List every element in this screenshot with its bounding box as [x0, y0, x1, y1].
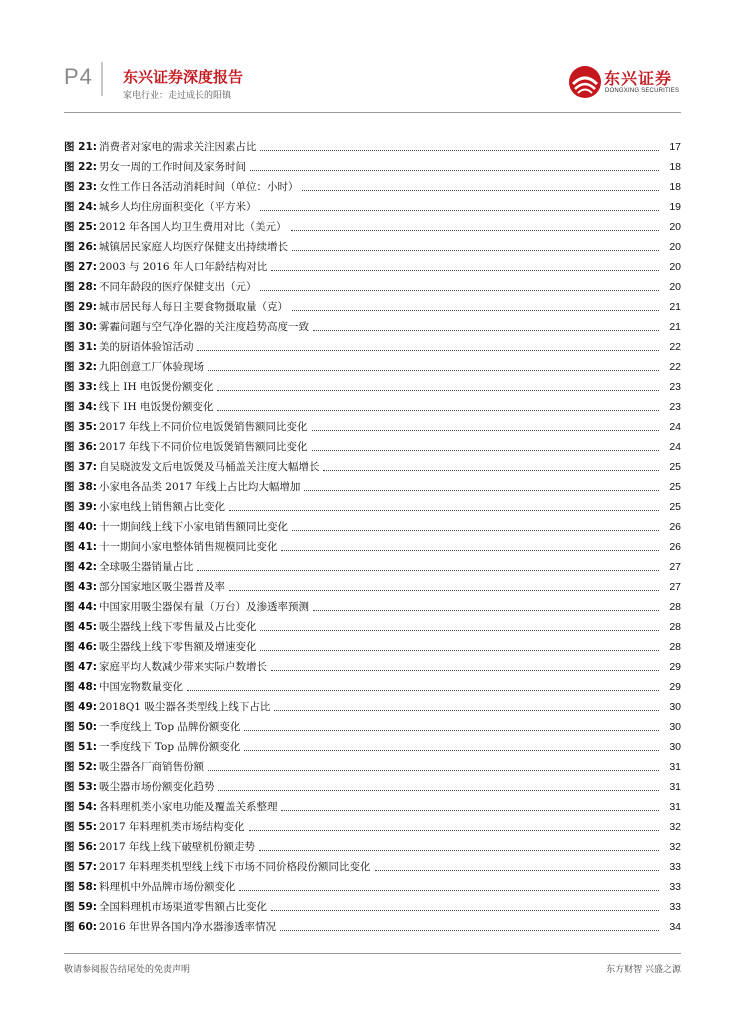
toc-entry-label: 图 30:: [64, 321, 97, 333]
toc-entry-label: 图 57:: [64, 861, 97, 873]
toc-dot-leader: [208, 369, 659, 371]
toc-entry-page: 31: [669, 801, 681, 813]
toc-entry[interactable]: [64, 734, 681, 754]
toc-entry-page: 28: [669, 601, 681, 613]
toc-entry[interactable]: [64, 234, 681, 254]
toc-dot-leader: [259, 849, 659, 851]
toc-entry[interactable]: [64, 454, 681, 474]
toc-entry-label: 图 32:: [64, 361, 97, 373]
toc-entry-page: 20: [669, 281, 681, 293]
logo-mark-icon: [567, 64, 603, 100]
toc-entry-page: 30: [669, 741, 681, 753]
toc-entry-title: 吸尘器线上线下零售量及占比变化: [98, 621, 257, 633]
toc-dot-leader: [217, 409, 659, 411]
toc-entry-page: 29: [669, 661, 681, 673]
toc-dot-leader: [260, 629, 659, 631]
page-number: P4: [64, 64, 93, 89]
toc-entry-page: 25: [669, 481, 681, 493]
toc-entry-label: 图 28:: [64, 281, 97, 293]
toc-entry-label: 图 40:: [64, 521, 97, 533]
toc-dot-leader: [313, 609, 659, 611]
toc-entry[interactable]: [64, 534, 681, 554]
toc-entry[interactable]: [64, 634, 681, 654]
toc-entry-title: 雾霾问题与空气净化器的关注度趋势高度一致: [98, 321, 309, 333]
toc-entry-label: 图 22:: [64, 161, 97, 173]
toc-entry-page: 34: [669, 921, 681, 933]
toc-entry-label: 图 25:: [64, 221, 97, 233]
toc-entry[interactable]: [64, 514, 681, 534]
toc-entry-page: 30: [669, 701, 681, 713]
toc-dot-leader: [281, 549, 659, 551]
toc-dot-leader: [292, 309, 659, 311]
toc-entry-label: 图 36:: [64, 441, 97, 453]
toc-entry-label: 图 38:: [64, 481, 97, 493]
toc-entry-label: 图 44:: [64, 601, 97, 613]
toc-entry-title: 2018Q1 吸尘器各类型线上线下占比: [98, 701, 271, 713]
toc-entry[interactable]: [64, 134, 681, 154]
toc-entry-label: 图 21:: [64, 141, 97, 153]
toc-entry-title: 十一期间线上线下小家电销售额同比变化: [98, 521, 288, 533]
toc-entry-title: 2017 年料理类机型线上线下市场不同价格段份额同比变化: [98, 861, 371, 873]
toc-entry[interactable]: [64, 434, 681, 454]
toc-entry-title: 部分国家地区吸尘器普及率: [98, 581, 225, 593]
toc-entry-page: 27: [669, 561, 681, 573]
toc-entry-title: 自吴晓波发文后电饭煲及马桶盖关注度大幅增长: [98, 461, 320, 473]
toc-entry-label: 图 45:: [64, 621, 97, 633]
toc-entry-page: 25: [669, 501, 681, 513]
toc-entry[interactable]: [64, 334, 681, 354]
footer-rule: [64, 953, 681, 954]
toc-dot-leader: [197, 569, 659, 571]
toc-entry-page: 28: [669, 641, 681, 653]
toc-entry[interactable]: [64, 854, 681, 874]
toc-entry-page: 33: [669, 901, 681, 913]
toc-dot-leader: [260, 149, 659, 151]
toc-entry[interactable]: [64, 354, 681, 374]
toc-entry-page: 28: [669, 621, 681, 633]
toc-entry-label: 图 34:: [64, 401, 97, 413]
toc-entry-title: 2017 年线上不同价位电饭煲销售额同比变化: [98, 421, 308, 433]
toc-entry-title: 家庭平均人数减少带来实际户数增长: [98, 661, 267, 673]
toc-entry-page: 23: [669, 381, 681, 393]
toc-entry[interactable]: [64, 614, 681, 634]
toc-entry-page: 33: [669, 861, 681, 873]
toc-entry[interactable]: [64, 294, 681, 314]
toc-entry-page: 20: [669, 261, 681, 273]
logo-text-cn: 东兴证券: [604, 69, 673, 88]
toc-dot-leader: [229, 589, 659, 591]
toc-entry[interactable]: [64, 754, 681, 774]
toc-entry-label: 图 48:: [64, 681, 97, 693]
toc-entry-label: 图 35:: [64, 421, 97, 433]
toc-entry-page: 31: [669, 781, 681, 793]
company-logo: [567, 62, 687, 102]
footer-slogan: 东方财智 兴盛之源: [606, 965, 681, 975]
toc-entry-label: 图 50:: [64, 721, 97, 733]
toc-entry-page: 27: [669, 581, 681, 593]
toc-entry-page: 22: [669, 341, 681, 353]
toc-entry[interactable]: [64, 154, 681, 174]
toc-entry-page: 26: [669, 521, 681, 533]
toc-dot-leader: [244, 749, 659, 751]
toc-dot-leader: [229, 509, 659, 511]
toc-entry-label: 图 39:: [64, 501, 97, 513]
toc-entry[interactable]: [64, 194, 681, 214]
toc-entry-label: 图 58:: [64, 881, 97, 893]
toc-entry-page: 33: [669, 881, 681, 893]
toc-entry-label: 图 56:: [64, 841, 97, 853]
toc-dot-leader: [312, 429, 659, 431]
toc-entry-page: 32: [669, 841, 681, 853]
toc-entry-title: 美的厨语体验馆活动: [98, 341, 194, 353]
toc-entry-title: 女性工作日各活动消耗时间（单位：小时）: [98, 181, 299, 193]
toc-entry-label: 图 27:: [64, 261, 97, 273]
header-divider: [101, 62, 103, 96]
toc-entry-page: 24: [669, 421, 681, 433]
toc-entry-label: 图 43:: [64, 581, 97, 593]
toc-entry-page: 18: [669, 161, 681, 173]
toc-entry-label: 图 47:: [64, 661, 97, 673]
toc-dot-leader: [313, 329, 659, 331]
toc-dot-leader: [250, 169, 659, 171]
toc-entry-title: 中国宠物数量变化: [98, 681, 183, 693]
toc-entry-page: 22: [669, 361, 681, 373]
toc-entry[interactable]: [64, 314, 681, 334]
toc-entry-title: 吸尘器各厂商销售份额: [98, 761, 204, 773]
toc-entry-label: 图 33:: [64, 381, 97, 393]
toc-dot-leader: [302, 189, 659, 191]
toc-entry[interactable]: [64, 874, 681, 894]
toc-entry[interactable]: [64, 554, 681, 574]
toc-entry-label: 图 59:: [64, 901, 97, 913]
toc-entry-label: 图 53:: [64, 781, 97, 793]
toc-dot-leader: [260, 209, 659, 211]
toc-entry[interactable]: [64, 274, 681, 294]
toc-dot-leader: [218, 789, 659, 791]
toc-entry[interactable]: [64, 794, 681, 814]
toc-dot-leader: [244, 729, 659, 731]
toc-entry-label: 图 37:: [64, 461, 97, 473]
toc-entry-page: 23: [669, 401, 681, 413]
toc-entry[interactable]: [64, 714, 681, 734]
toc-entry-title: 2017 年线下不同价位电饭煲销售额同比变化: [98, 441, 308, 453]
toc-entry-label: 图 26:: [64, 241, 97, 253]
toc-entry[interactable]: [64, 594, 681, 614]
toc-entry[interactable]: [64, 414, 681, 434]
toc-dot-leader: [260, 649, 659, 651]
toc-entry[interactable]: [64, 254, 681, 274]
toc-entry-label: 图 60:: [64, 921, 97, 933]
toc-entry[interactable]: [64, 774, 681, 794]
toc-entry-title: 中国家用吸尘器保有量（万台）及渗透率预测: [98, 601, 309, 613]
toc-entry[interactable]: [64, 674, 681, 694]
toc-entry[interactable]: [64, 494, 681, 514]
toc-dot-leader: [260, 289, 659, 291]
toc-entry-label: 图 42:: [64, 561, 97, 573]
toc-entry-page: 18: [669, 181, 681, 193]
toc-entry-title: 消费者对家电的需求关注因素占比: [98, 141, 257, 153]
toc-entry-title: 九阳创意工厂体验现场: [98, 361, 204, 373]
toc-entry-page: 31: [669, 761, 681, 773]
toc-entry[interactable]: [64, 174, 681, 194]
toc-entry[interactable]: [64, 694, 681, 714]
toc-entry[interactable]: [64, 654, 681, 674]
toc-entry-label: 图 24:: [64, 201, 97, 213]
toc-entry-title: 城乡人均住房面积变化（平方米）: [98, 201, 257, 213]
toc-entry-label: 图 52:: [64, 761, 97, 773]
report-subtitle: 家电行业：走过成长的阳镇: [123, 91, 232, 101]
toc-entry-title: 吸尘器线上线下零售额及增速变化: [98, 641, 257, 653]
toc-entry-title: 2016 年世界各国内净水器渗透率情况: [98, 921, 277, 933]
toc-entry-page: 32: [669, 821, 681, 833]
toc-entry[interactable]: [64, 374, 681, 394]
toc-entry-title: 料理机中外品牌市场份额变化: [98, 881, 236, 893]
toc-entry-page: 20: [669, 221, 681, 233]
toc-dot-leader: [271, 909, 659, 911]
toc-dot-leader: [187, 689, 659, 691]
toc-entry-title: 2012 年各国人均卫生费用对比（美元）: [98, 221, 287, 233]
toc-entry-page: 29: [669, 681, 681, 693]
report-title: 东兴证券深度报告: [123, 68, 244, 86]
toc-entry-title: 城镇居民家庭人均医疗保健支出持续增长: [98, 241, 288, 253]
toc-entry-page: 24: [669, 441, 681, 453]
toc-entry-title: 吸尘器市场份额变化趋势: [98, 781, 215, 793]
toc-entry-title: 小家电线上销售额占比变化: [98, 501, 225, 513]
toc-entry-title: 线上 IH 电饭煲份额变化: [98, 381, 214, 393]
footer-disclaimer: 敬请参阅报告结尾处的免责声明: [64, 965, 191, 975]
toc-dot-leader: [323, 469, 659, 471]
toc-entry-title: 全球吸尘器销量占比: [98, 561, 194, 573]
toc-entry[interactable]: [64, 214, 681, 234]
toc-dot-leader: [274, 709, 659, 711]
toc-entry-label: 图 54:: [64, 801, 97, 813]
toc-entry-label: 图 49:: [64, 701, 97, 713]
toc-entry-label: 图 31:: [64, 341, 97, 353]
toc-dot-leader: [292, 529, 659, 531]
toc-dot-leader: [239, 889, 659, 891]
header-rule: [64, 112, 681, 113]
toc-entry-title: 城市居民每人每日主要食物摄取量（克）: [98, 301, 288, 313]
toc-entry-label: 图 46:: [64, 641, 97, 653]
toc-dot-leader: [271, 269, 659, 271]
toc-entry-title: 一季度线上 Top 品牌份额变化: [98, 721, 241, 733]
toc-entry-page: 26: [669, 541, 681, 553]
toc-entry-title: 十一期间小家电整体销售规模同比变化: [98, 541, 278, 553]
toc-dot-leader: [281, 809, 659, 811]
toc-entry-title: 不同年龄段的医疗保健支出（元）: [98, 281, 257, 293]
toc-entry-title: 全国料理机市场渠道零售额占比变化: [98, 901, 267, 913]
toc-entry-label: 图 23:: [64, 181, 97, 193]
toc-dot-leader: [375, 869, 659, 871]
toc-entry-page: 25: [669, 461, 681, 473]
toc-entry-title: 2017 年料理机类市场结构变化: [98, 821, 245, 833]
toc-dot-leader: [304, 489, 659, 491]
toc-entry-page: 21: [669, 321, 681, 333]
toc-dot-leader: [292, 249, 659, 251]
toc-entry-title: 2017 年线上线下破壁机份额走势: [98, 841, 256, 853]
toc-entry[interactable]: [64, 474, 681, 494]
toc-dot-leader: [249, 829, 659, 831]
toc-dot-leader: [217, 389, 659, 391]
figure-index-list: [64, 134, 681, 934]
toc-entry-title: 各料理机类小家电功能及覆盖关系整理: [98, 801, 278, 813]
toc-entry-title: 线下 IH 电饭煲份额变化: [98, 401, 214, 413]
toc-entry[interactable]: [64, 834, 681, 854]
toc-entry-page: 19: [669, 201, 681, 213]
toc-dot-leader: [197, 349, 659, 351]
logo-text-en: DONGXING SECURITIES: [605, 88, 680, 94]
toc-entry-title: 一季度线下 Top 品牌份额变化: [98, 741, 241, 753]
toc-entry-page: 20: [669, 241, 681, 253]
toc-dot-leader: [312, 449, 659, 451]
toc-entry-page: 17: [669, 141, 681, 153]
toc-entry-label: 图 41:: [64, 541, 97, 553]
toc-dot-leader: [291, 229, 659, 231]
toc-entry-page: 30: [669, 721, 681, 733]
toc-entry-page: 21: [669, 301, 681, 313]
toc-entry-title: 小家电各品类 2017 年线上占比均大幅增加: [98, 481, 301, 493]
toc-entry[interactable]: [64, 814, 681, 834]
toc-dot-leader: [271, 669, 659, 671]
toc-entry-title: 男女一周的工作时间及家务时间: [98, 161, 246, 173]
toc-entry-label: 图 55:: [64, 821, 97, 833]
toc-entry[interactable]: [64, 914, 681, 934]
toc-dot-leader: [280, 929, 659, 931]
toc-entry[interactable]: [64, 574, 681, 594]
toc-entry[interactable]: [64, 394, 681, 414]
toc-entry-label: 图 29:: [64, 301, 97, 313]
toc-entry[interactable]: [64, 894, 681, 914]
toc-entry-label: 图 51:: [64, 741, 97, 753]
toc-entry-title: 2003 与 2016 年人口年龄结构对比: [98, 261, 268, 273]
toc-dot-leader: [208, 769, 659, 771]
